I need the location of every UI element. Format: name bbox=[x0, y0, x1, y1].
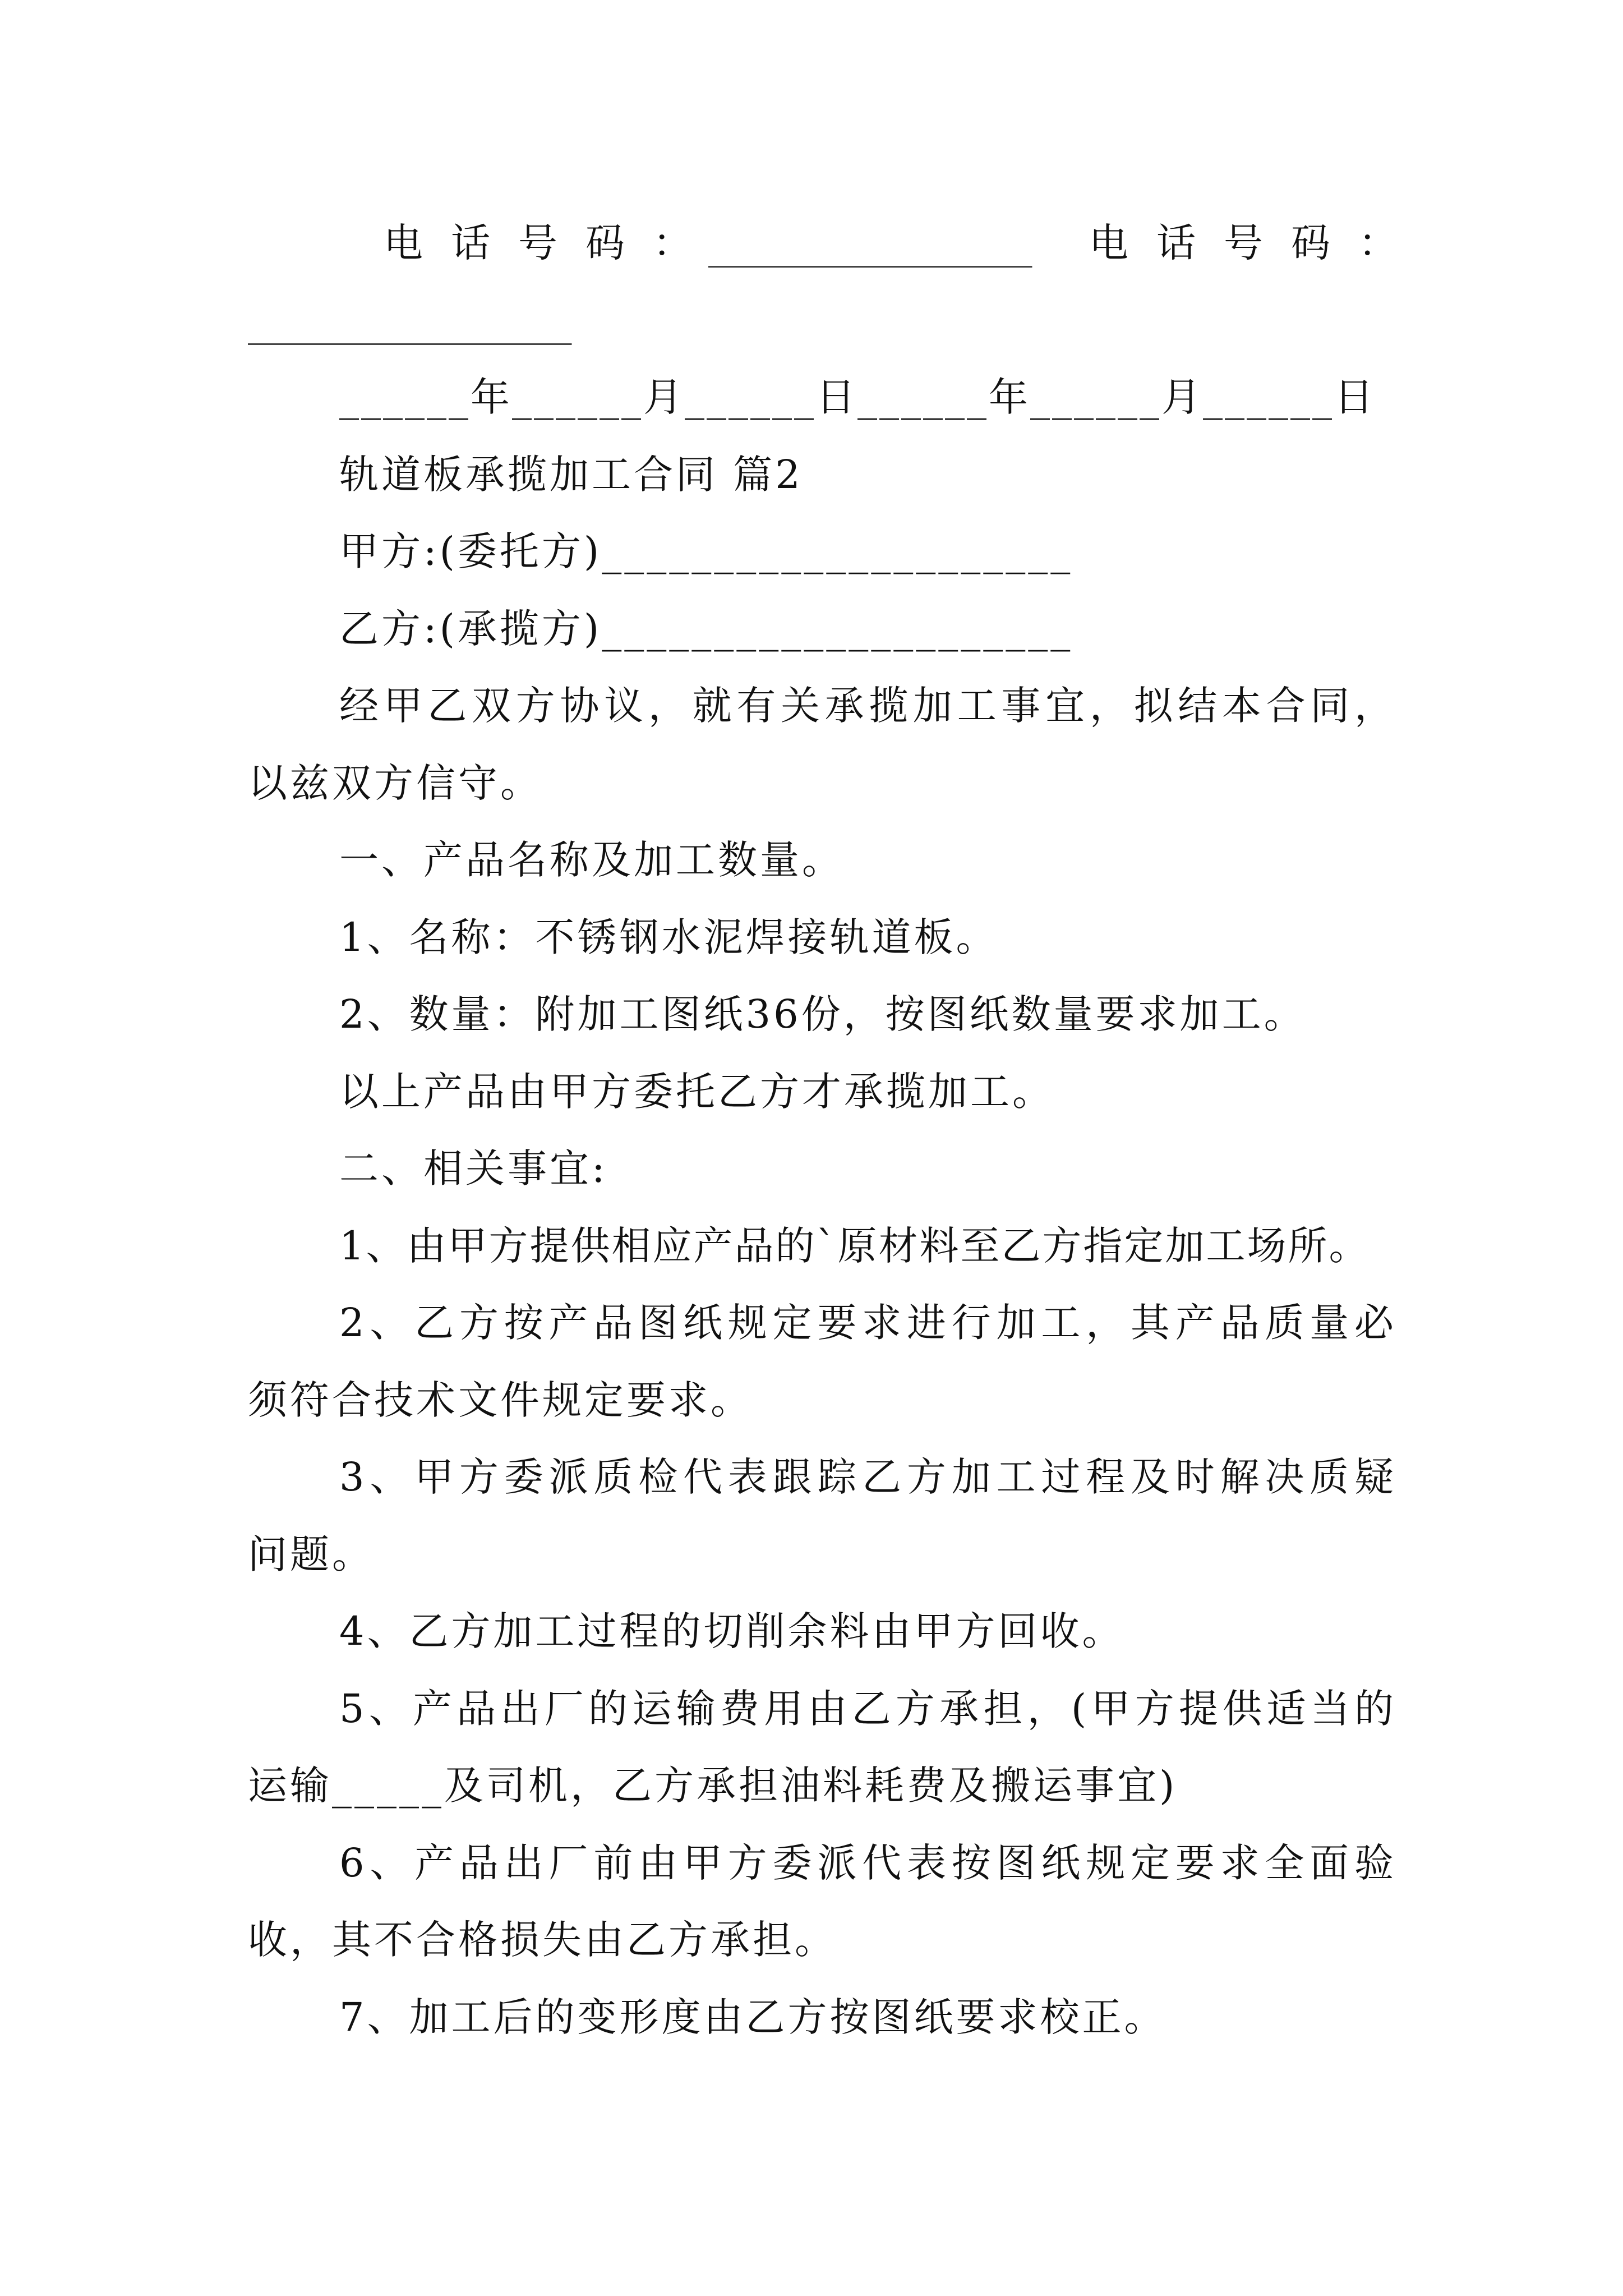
section-2-item-2-line-2: 须符合技术文件规定要求。 bbox=[248, 1377, 753, 1423]
preamble-line-2: 以兹双方信守。 bbox=[248, 760, 542, 806]
section-1-heading: 一、产品名称及加工数量。 bbox=[339, 837, 844, 883]
signature-date-line: ______年______月______日______年______月______日 bbox=[339, 374, 1376, 420]
section-2-item-1: 1、由甲方提供相应产品的`原材料至乙方指定加工场所。 bbox=[339, 1222, 1370, 1269]
phone-blank-left: _______________ bbox=[708, 218, 1032, 268]
section-2-heading: 二、相关事宜: bbox=[339, 1145, 608, 1191]
section-2-item-2-line-1: 2、乙方按产品图纸规定要求进行加工，其产品质量必 bbox=[339, 1300, 1396, 1346]
section-1-item-2: 2、数量：附加工图纸36份，按图纸数量要求加工。 bbox=[339, 991, 1306, 1037]
section-2-item-5-line-2: 运输_____及司机，乙方承担油料耗费及搬运事宜) bbox=[248, 1763, 1178, 1809]
section-1-note: 以上产品由甲方委托乙方才承揽加工。 bbox=[339, 1068, 1054, 1115]
section-2-item-6-line-2: 收，其不合格损失由乙方承担。 bbox=[248, 1917, 837, 1963]
section-2-item-5-line-1: 5、产品出厂的运输费用由乙方承担，(甲方提供适当的 bbox=[339, 1685, 1396, 1732]
section-2-item-3-line-1: 3、甲方委派质检代表跟踪乙方加工过程及时解决质疑 bbox=[339, 1454, 1396, 1500]
phone-blank-right: _______________ bbox=[248, 295, 572, 346]
contract-text bbox=[0, 205, 1623, 2056]
section-2-item-4: 4、乙方加工过程的切削余料由甲方回收。 bbox=[339, 1608, 1124, 1654]
section-2-item-6-line-1: 6、产品出厂前由甲方委派代表按图纸规定要求全面验 bbox=[339, 1839, 1396, 1886]
section-2-item-7: 7、加工后的变形度由乙方按图纸要求校正。 bbox=[339, 1994, 1166, 2040]
party-b-line: 乙方:(承揽方)_____________________ bbox=[339, 605, 1073, 652]
phone-number-row bbox=[0, 205, 1623, 282]
section-2-item-3-line-2: 问题。 bbox=[248, 1531, 374, 1577]
phone-label-right: 电话号码： bbox=[1089, 220, 1426, 266]
party-a-line: 甲方:(委托方)_____________________ bbox=[339, 528, 1073, 574]
contract-title: 轨道板承揽加工合同 篇2 bbox=[339, 451, 803, 498]
section-1-item-1: 1、名称：不锈钢水泥焊接轨道板。 bbox=[339, 914, 998, 960]
preamble-line-1: 经甲乙双方协议，就有关承揽加工事宜，拟结本合同， bbox=[339, 683, 1396, 729]
phone-blank-row bbox=[0, 282, 1623, 360]
phone-label-left: 电话号码： bbox=[384, 220, 720, 266]
